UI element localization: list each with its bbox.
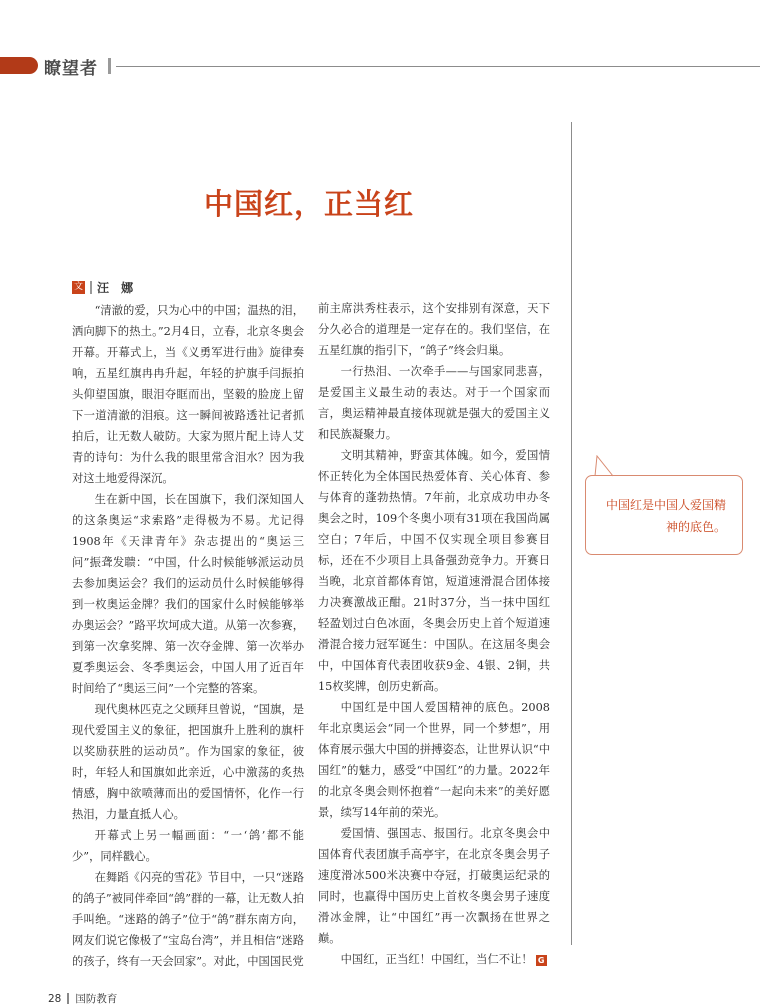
- body-column-right: [318, 298, 550, 970]
- paragraph: “清澈的爱，只为心中的中国；温热的泪，洒向脚下的热土。”2月4日，立春，北京冬奥会开幕。开幕式上，当《义勇军进行曲》旋律奏响，五星红旗冉冉升起，年轻的护旗手闫振拍头仰望国旗，眼泪夺眶而出，坚毅的脸庞上留下一道清澈的泪痕。这一瞬间被路透社记者抓拍后，让无数人破防。大家为照片配上诗人艾青的诗句：为什么我的眼里常含泪水？因为我对这土地爱得深沉。: [72, 304, 304, 485]
- speech-bubble-tail-icon: [591, 455, 621, 477]
- page-number: 28: [48, 992, 62, 1005]
- paragraph: 中国红是中国人爱国精神的底色。2008年北京奥运会“同一个世界，同一个梦想”，用体育展示强大中国的拼搏姿态，让世界认识“中国红”的魅力，感受“中国红”的力量。2022年的北京冬奥会则怀抱着“一起向未来”的美好愿景，续写14年前的荣光。: [318, 701, 550, 819]
- author-tag: 文: [73, 282, 83, 292]
- author-name: 汪 娜: [97, 281, 138, 295]
- paragraph: 生在新中国，长在国旗下，我们深知国人的这条奥运“求索路”走得极为不易。尤记得1908年《天津青年》杂志提出的“奥运三问”振聋发聩：“中国，什么时候能够派运动员去参加奥运会？我们的运动员什么时候能够得到一枚奥运金牌？我们的国家什么时候能够举办奥运会？”路平坎坷成大道。从第一次参赛，到第一次拿奖牌、第一次夺金牌、第一次举办夏季奥运会、冬季奥运会，中国人用了近百年时间给了“奥运三问”一个完整的答案。: [72, 493, 304, 695]
- header-accent-bar: [0, 57, 38, 74]
- paragraph: 一行热泪、一次牵手——与国家同悲喜，是爱国主义最生动的表达。对于一个国家而言，奥运精神最直接体现就是强大的爱国主义和民族凝聚力。: [318, 365, 550, 441]
- column-title: 瞭望者: [44, 59, 98, 79]
- sidebar-divider: [571, 122, 572, 945]
- header-separator: [108, 58, 111, 74]
- author-line: [72, 279, 137, 296]
- pull-quote-box: [585, 475, 743, 555]
- author-separator: [90, 281, 92, 294]
- paragraph: 爱国情、强国志、报国行。北京冬奥会中国体育代表团旗手高亭宇，在北京冬奥会男子速度滑冰500米决赛中夺冠，打破奥运纪录的同时，也赢得中国历史上首枚冬奥会男子速度滑冰金牌，让“中国红”再一次飘扬在世界之巅。: [318, 827, 550, 945]
- publication-name: 国防教育: [75, 993, 118, 1005]
- paragraph: 开幕式上另一幅画面：“一‘鸽’都不能少”，同样戳心。: [72, 829, 304, 863]
- closing-paragraph: [318, 949, 550, 970]
- paragraph: 在舞蹈《闪亮的雪花》节目中，一只“迷路的鸽子”被同伴牵回“鸽”群的一幕，让无数人拍手叫绝。“迷路的鸽子”位于“鸽”群东南方向，网友们说它像极了“宝岛台湾”，并且相信“迷路的孩子，终有一天会回家”。对此，中国国民党: [72, 871, 304, 968]
- paragraph: 文明其精神，野蛮其体魄。如今，爱国情怀正转化为全体国民热爱体育、关心体育、参与体育的蓬勃热情。7年前，北京成功申办冬奥会之时，109个冬奥小项有31项在我国尚属空白；7年后，中国不仅实现全项目参赛目标，还在不少项目上具备强劲竞争力。开赛日当晚，北京首都体育馆，短道速滑混合团体接力决赛激战正酣。21时37分，当一抹中国红轻盈划过白色冰面，冬奥会历史上首个短道速滑混合接力冠军诞生：中国队。在这届冬奥会中，中国体育代表团收获9金、4银、2铜，共15枚奖牌，创历史新高。: [318, 449, 550, 693]
- pull-quote-text: 中国红是中国人爱国精神的底色。: [605, 498, 726, 534]
- paragraph: 现代奥林匹克之父顾拜旦曾说，“国旗，是现代爱国主义的象征，把国旗升上胜利的旗杆以奖励获胜的运动员”。作为国家的象征，彼时，年轻人和国旗如此亲近，心中激荡的炙热情感，胸中欲喷薄而出的爱国情怀，化作一行热泪，力量直抵人心。: [72, 703, 304, 821]
- closing-text: 中国红，正当红！中国红，当仁不让！: [340, 953, 533, 966]
- paragraph: 前主席洪秀柱表示，这个安排别有深意，天下分久必合的道理是一定存在的。我们坚信，在五星红旗的指引下，“鸽子”终会归巢。: [318, 302, 550, 357]
- footer-separator: [67, 993, 69, 1004]
- article-title: 中国红，正当红: [203, 187, 414, 221]
- end-mark-icon: G: [536, 955, 547, 966]
- header-rule: [116, 66, 760, 67]
- body-column-left: [72, 300, 304, 972]
- page-footer: [48, 991, 117, 1006]
